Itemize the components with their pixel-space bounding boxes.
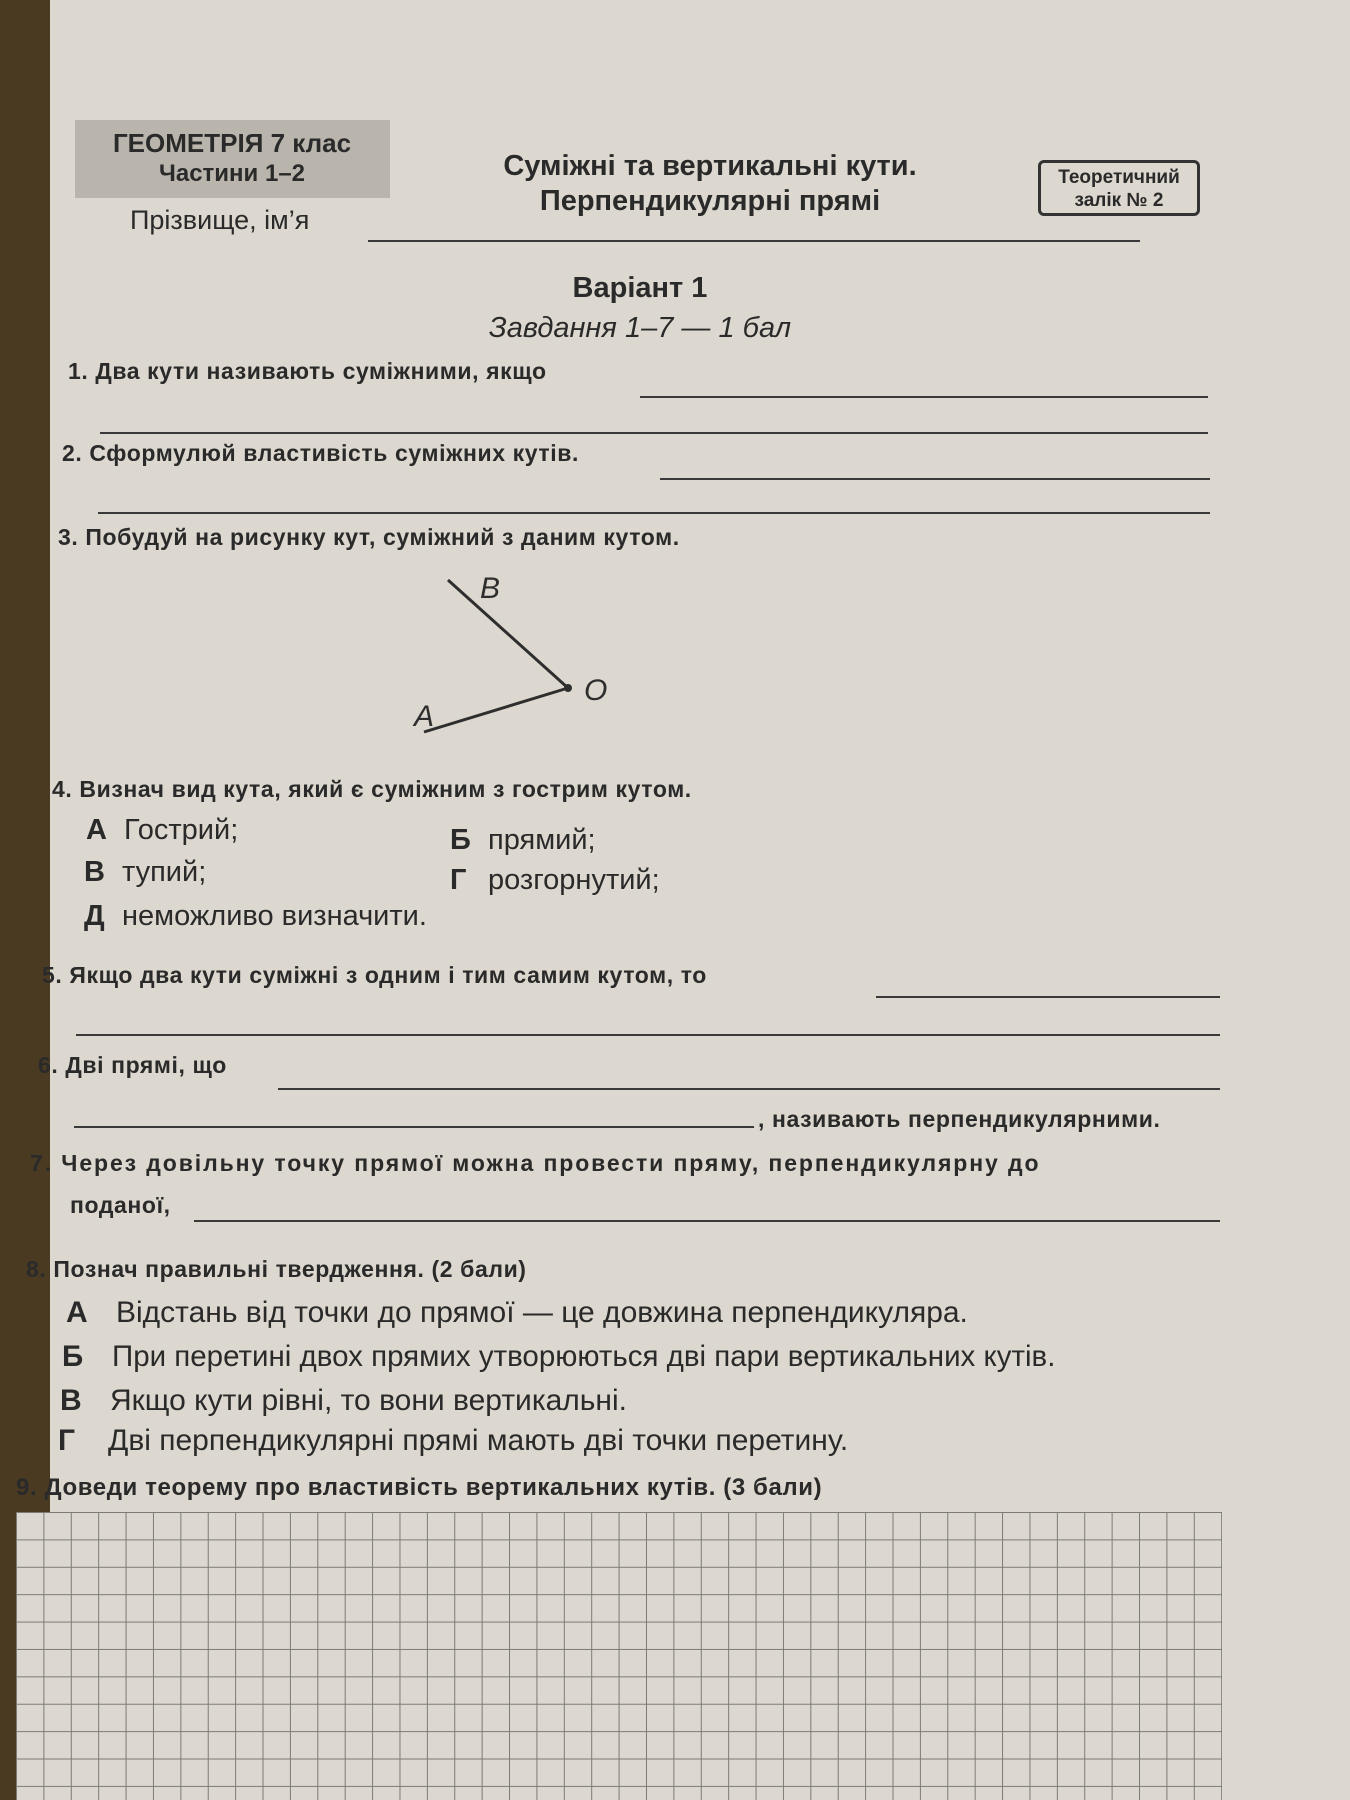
proof-grid-area[interactable] [16,1512,1222,1800]
q8-option-a-letter: А [66,1296,88,1329]
answer-line-6a[interactable] [278,1088,1220,1090]
q4-option-a-text: Гострий; [124,814,239,846]
q8-option-b-letter: Б [62,1340,84,1373]
q8-option-a[interactable] [66,1296,968,1330]
test-badge [1038,160,1200,216]
q8-option-b-text: При перетині двох прямих утворюються дві пари вертикальних кутів. [112,1340,1056,1373]
q4-option-d[interactable] [450,864,660,897]
ray-oa [424,688,568,732]
tasks-note: Завдання 1–7 — 1 бал [488,312,792,344]
q8-option-c[interactable] [60,1384,627,1418]
answer-line-7[interactable] [194,1220,1220,1222]
answer-line-2b[interactable] [98,512,1210,514]
q4-option-e[interactable] [84,900,427,933]
question-6-end: , називають перпендикулярними. [758,1106,1161,1132]
question-9: 9. Доведи теорему про властивість вертикальних кутів. (3 бали) [16,1474,823,1501]
answer-line-5a[interactable] [876,996,1220,998]
page-title-line2: Перпендикулярні прямі [539,185,881,217]
label-o: O [584,674,608,707]
question-8: 8. Познач правильні твердження. (2 бали) [26,1256,527,1282]
q4-option-d-text: розгорнутий; [488,864,660,896]
angle-figure[interactable] [380,560,640,740]
answer-line-2a[interactable] [660,478,1210,480]
q8-option-d[interactable] [58,1424,848,1458]
ray-ob [448,580,568,688]
answer-line-5b[interactable] [76,1034,1220,1036]
parts-label: Частини 1–2 [158,160,306,187]
question-4: 4. Визнач вид кута, який є суміжним з гострим кутом. [52,776,692,802]
question-2: 2. Сформулюй властивість суміжних кутів. [62,440,579,466]
name-label: Прізвище, ім’я [130,205,310,235]
q4-option-b-letter: Б [450,824,471,856]
q8-option-d-text: Дві перпендикулярні прямі мають дві точки перетину. [108,1424,849,1457]
q4-option-a-letter: А [86,814,107,846]
q4-option-c-text: тупий; [122,856,207,888]
q4-option-b-text: прямий; [488,824,596,856]
answer-line-6b[interactable] [74,1126,754,1128]
name-field[interactable] [368,240,1140,242]
q4-option-c[interactable] [84,856,206,889]
q4-option-a[interactable] [86,814,238,847]
variant-heading: Варіант 1 [572,272,708,304]
q8-option-a-text: Відстань від точки до прямої — це довжина перпендикуляра. [116,1296,968,1329]
answer-line-1a[interactable] [640,396,1208,398]
label-b: B [480,572,501,605]
q4-option-c-letter: В [84,856,105,888]
q4-option-b[interactable] [450,824,596,857]
question-1: 1. Два кути називають суміжними, якщо [68,358,547,384]
page-title-line1: Суміжні та вертикальні кути. [503,150,917,182]
q8-option-d-letter: Г [58,1424,76,1457]
q4-option-e-letter: Д [84,900,105,932]
question-3: 3. Побудуй на рисунку кут, суміжний з даним кутом. [58,524,680,550]
badge-line1: Теоретичний [1058,167,1180,188]
q4-option-d-letter: Г [450,864,467,896]
q4-option-e-text: неможливо визначити. [122,900,427,932]
question-5: 5. Якщо два кути суміжні з одним і тим самим кутом, то [42,962,707,988]
question-7: 7. Через довільну точку прямої можна провести пряму, перпендикулярну до [30,1150,1041,1176]
answer-line-1b[interactable] [100,432,1208,434]
badge-line2: залік № 2 [1074,190,1164,211]
vertex-point [564,684,572,692]
question-6: 6. Дві прямі, що [38,1052,227,1078]
q8-option-c-text: Якщо кути рівні, то вони вертикальні. [110,1384,627,1417]
question-7-cont: поданої, [70,1192,171,1218]
q8-option-b[interactable] [62,1340,1055,1374]
q8-option-c-letter: В [60,1384,82,1417]
subject-label: ГЕОМЕТРІЯ 7 клас [112,128,352,158]
label-a: A [414,700,435,733]
